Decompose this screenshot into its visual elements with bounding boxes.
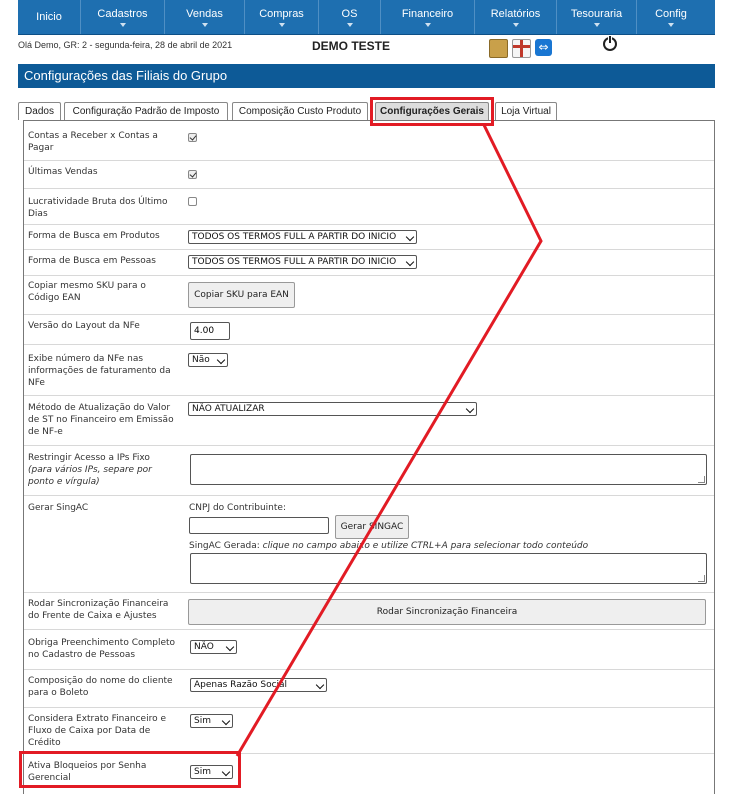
tab-label: Configurações Gerais xyxy=(380,106,484,117)
setting-label: Gerar SingAC xyxy=(28,503,89,513)
setting-label: Últimas Vendas xyxy=(28,167,98,177)
section-title: Configurações das Filiais do Grupo xyxy=(18,64,715,88)
versao-nfe-input[interactable]: 4.00 xyxy=(190,322,230,340)
select-value: Apenas Razão Social xyxy=(194,680,288,690)
rodar-sincronizacao-button[interactable]: Rodar Sincronização Financeira xyxy=(188,599,706,625)
nav-label: Tesouraria xyxy=(570,7,623,20)
annotation-line xyxy=(237,125,541,756)
nav-label: Compras xyxy=(259,7,304,20)
select-value: NÃO ATUALIZAR xyxy=(192,404,265,414)
setting-label: Forma de Busca em Produtos xyxy=(28,231,160,241)
select-value: Sim xyxy=(194,716,211,726)
setting-label: Método de Atualização do Valor de ST no Financeiro em Emissão de NF-e xyxy=(28,403,174,437)
setting-label: Considera Extrato Financeiro e Fluxo de Caixa por Data de Crédito xyxy=(28,714,167,748)
nav-label: OS xyxy=(341,7,358,20)
nav-label: Config xyxy=(655,7,687,20)
nav-label: Cadastros xyxy=(97,7,148,20)
setting-label: Versão do Layout da NFe xyxy=(28,321,140,331)
teamviewer-icon[interactable]: ⇔ xyxy=(535,39,552,56)
select-value: Sim xyxy=(194,767,211,777)
setting-label: Rodar Sincronização Financeira do Frente de Caixa e Ajustes xyxy=(28,599,169,621)
tab-label: Configuração Padrão de Imposto xyxy=(72,106,220,117)
greeting-text: Olá Demo, GR: 2 - segunda-feira, 28 de abril de 2021 xyxy=(18,40,233,50)
setting-label: Ativa Bloqueios por Senha Gerencial xyxy=(28,761,147,783)
copiar-sku-button[interactable]: Copiar SKU para EAN xyxy=(188,282,295,308)
select-value: Não xyxy=(192,355,210,365)
setting-label: Copiar mesmo SKU para o Código EAN xyxy=(28,281,146,303)
setting-label: Lucratividade Bruta dos Último Dias xyxy=(28,197,168,219)
nav-label: Relatórios xyxy=(490,7,541,20)
select-value: NÃO xyxy=(194,642,214,652)
company-name: DEMO TESTE xyxy=(312,39,391,53)
tab-label: Loja Virtual xyxy=(501,106,551,117)
tab-label: Dados xyxy=(25,106,54,117)
singac-gerada-title: SingAC Gerada: xyxy=(189,541,260,551)
setting-label: Contas a Receber x Contas a Pagar xyxy=(28,131,158,153)
cnpj-label: CNPJ do Contribuinte: xyxy=(189,503,286,513)
singac-gerada-hint: clique no campo abaixo e utilize CTRL+A para selecionar todo conteúdo xyxy=(262,541,589,551)
nav-label: Financeiro xyxy=(401,7,454,20)
restringir-ip-title: Restringir Acesso a IPs Fixo xyxy=(28,453,150,463)
setting-label: Forma de Busca em Pessoas xyxy=(28,256,156,266)
setting-label: Obriga Preenchimento Completo no Cadastro de Pessoas xyxy=(28,638,176,660)
nav-label: Vendas xyxy=(186,7,223,20)
restringir-ip-hint: (para vários IPs, separe por ponto e vírgula) xyxy=(28,465,152,487)
setting-label: Exibe número da NFe nas informações de faturamento da NFe xyxy=(28,354,171,388)
setting-label: Composição do nome do cliente para o Boleto xyxy=(28,676,173,698)
nav-label: Inicio xyxy=(36,11,62,23)
gerar-singac-button[interactable]: Gerar SINGAC xyxy=(335,515,409,539)
tab-label: Composição Custo Produto xyxy=(238,106,362,117)
select-value: TODOS OS TERMOS FULL A PARTIR DO INICIO xyxy=(192,257,397,267)
select-value: TODOS OS TERMOS FULL A PARTIR DO INICIO xyxy=(192,232,397,242)
